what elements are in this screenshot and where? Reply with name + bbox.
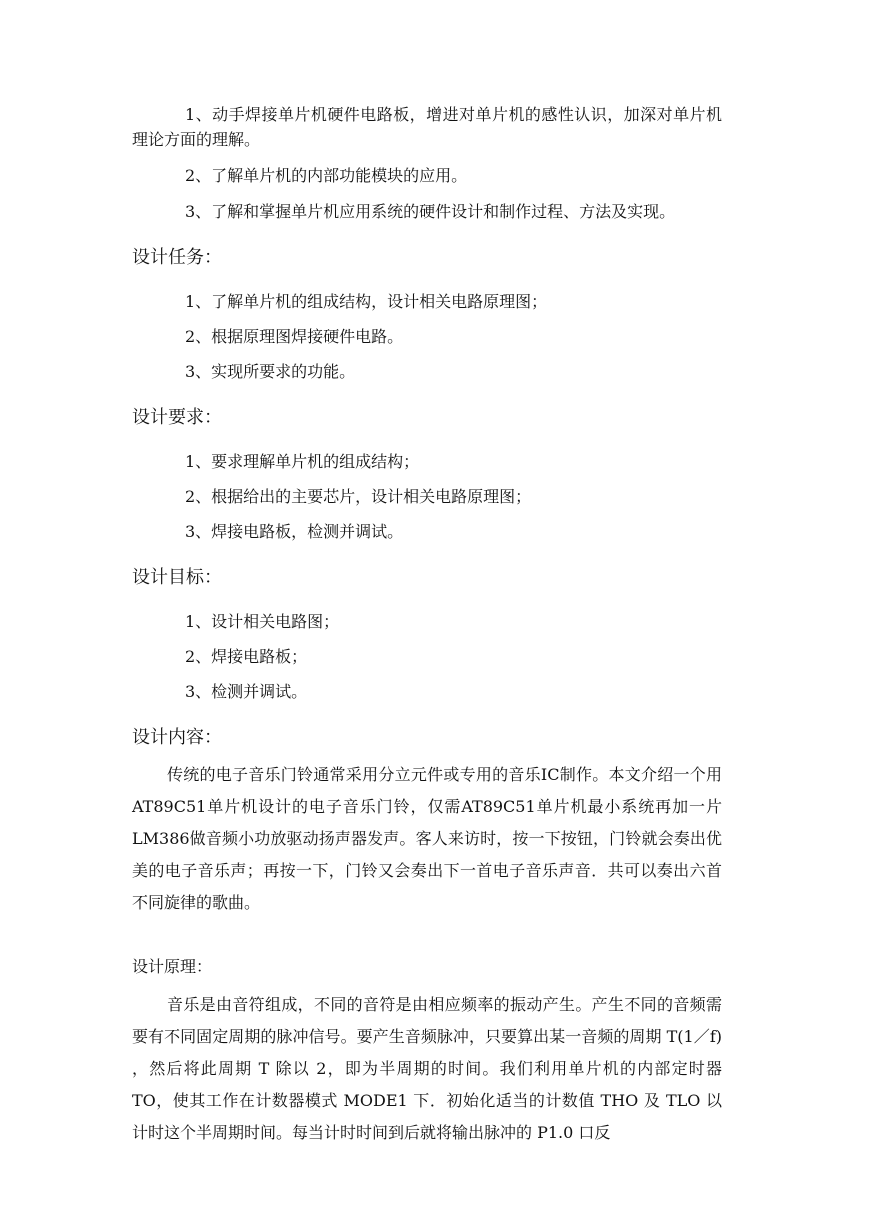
intro-item-1: 1、动手焊接单片机硬件电路板，增进对单片机的感性认识，加深对单片机理论方面的理解。 (132, 105, 722, 149)
design-task-item-2: 2、根据原理图焊接硬件电路。 (185, 327, 404, 346)
design-content-paragraph: 传统的电子音乐门铃通常采用分立元件或专用的音乐IC制作。本文介绍一个用AT89C51单片机设计的电子音乐门铃，仅需AT89C51单片机最小系统再加一片LM386做音频小功放驱动扬声器发声。客人来访时，按一下按钮，门铃就会奏出优美的电子音乐声；再按一下，门铃又会奏出下一首电子音乐声音．共可以奏出六首不同旋律的歌曲。 (132, 765, 722, 912)
design-principle-paragraph: 音乐是由音符组成，不同的音符是由相应频率的振动产生。产生不同的音频需要有不同固定周期的脉冲信号。要产生音频脉冲，只要算出某一音频的周期 T(1／f) ，然后将此周期 T 除以 2，即为半周期的时间。我们利用单片机的内部定时器 TO，使其工作在计数器模式 MODE1 下．初始化适当的计数值 THO 及 TLO 以计时这个半周期时间。每当计时时间到后就将输出脉冲的 P1.0 口反 (132, 995, 722, 1142)
design-task-heading: 设计任务： (132, 247, 222, 268)
design-goals-item-3: 3、检测并调试。 (185, 682, 308, 701)
design-content-heading: 设计内容： (132, 727, 222, 748)
document-body (132, 100, 722, 1149)
design-principle-label: 设计原理： (132, 957, 213, 976)
design-task-item-1: 1、了解单片机的组成结构，设计相关电路原理图； (185, 292, 548, 311)
design-goals-item-1: 1、设计相关电路图； (185, 612, 340, 631)
intro-item-3: 3、了解和掌握单片机应用系统的硬件设计和制作过程、方法及实现。 (185, 202, 676, 221)
design-requirements-heading: 设计要求： (132, 407, 222, 428)
intro-item-2: 2、了解单片机的内部功能模块的应用。 (185, 166, 468, 185)
design-requirements-item-1: 1、要求理解单片机的组成结构； (185, 452, 420, 471)
design-goals-heading: 设计目标： (132, 567, 222, 588)
design-requirements-item-3: 3、焊接电路板，检测并调试。 (185, 522, 404, 541)
design-goals-item-2: 2、焊接电路板； (185, 647, 308, 666)
design-requirements-item-2: 2、根据给出的主要芯片，设计相关电路原理图； (185, 487, 532, 506)
design-task-item-3: 3、实现所要求的功能。 (185, 362, 356, 381)
